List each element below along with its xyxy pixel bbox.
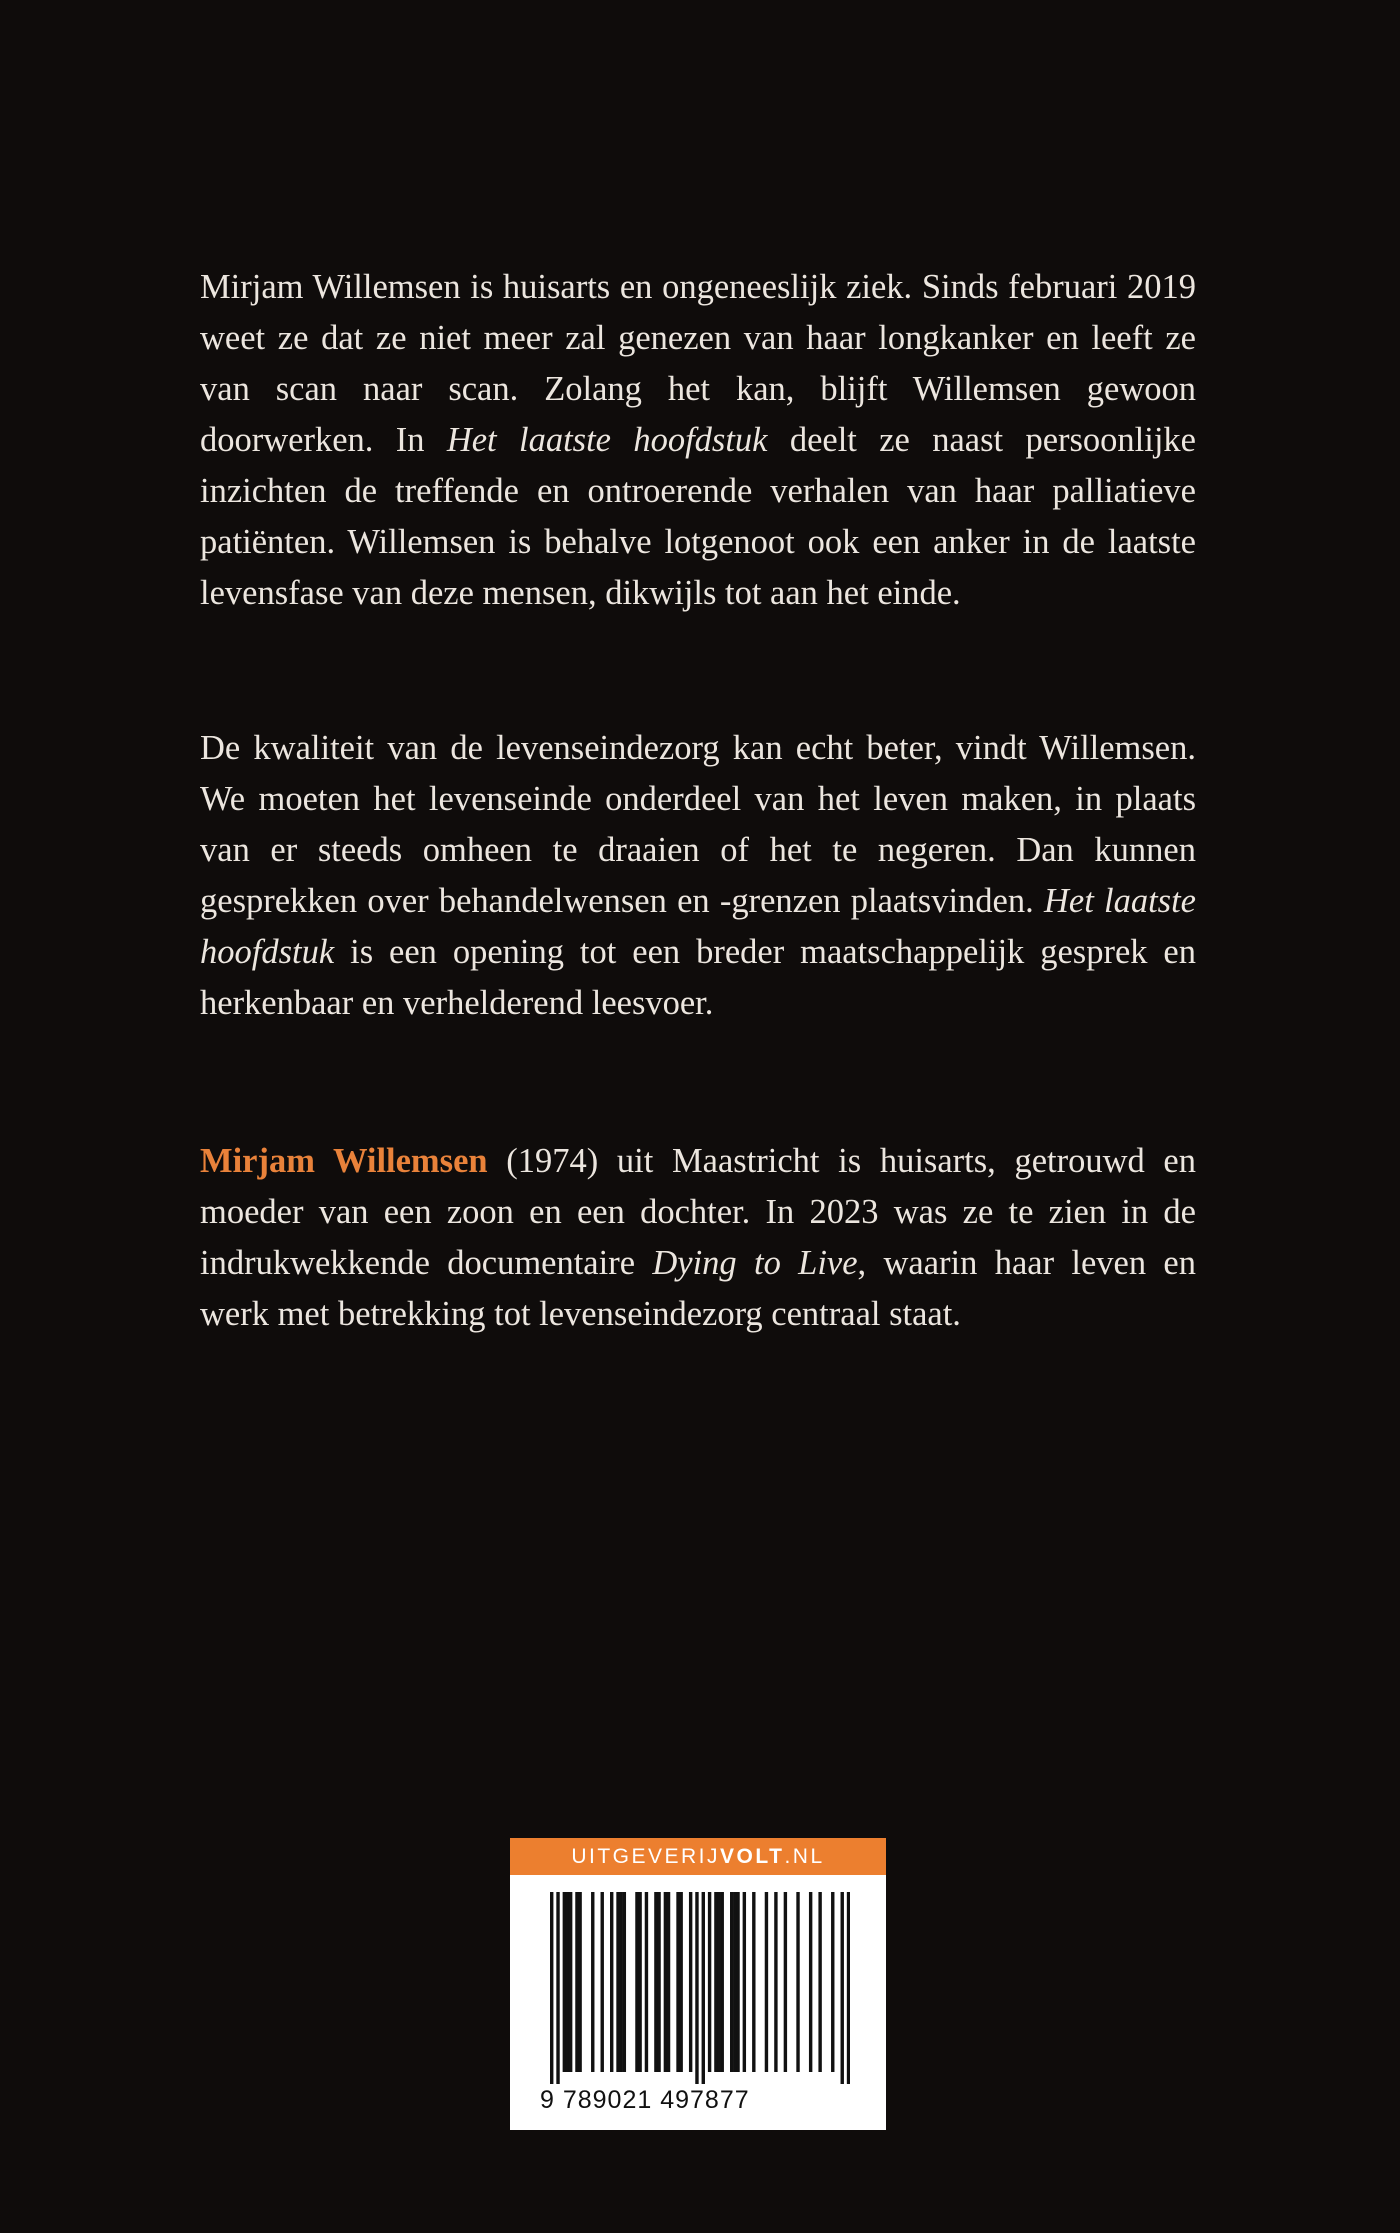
publisher-label-suffix: .NL: [784, 1845, 825, 1868]
publisher-label-prefix: UITGEVERIJ: [571, 1845, 721, 1868]
book-title-italic: Het laatste hoofdstuk: [446, 421, 768, 459]
barcode-bar: [730, 1892, 733, 2072]
barcode-bar: [601, 1892, 604, 2072]
barcode-bar: [667, 1892, 670, 2072]
barcode-bar: [635, 1892, 638, 2072]
barcode-bar: [563, 1892, 566, 2072]
author-bio-text-a: (1974) uit Maastricht is huisarts, getrouwd en moeder van een zoon en een dochter. In 2023 was ze te zien in de indrukwekkende documentaire: [200, 1142, 1196, 1282]
barcode-bar: [717, 1892, 720, 2072]
barcode-bar: [638, 1892, 641, 2072]
barcode-bar: [695, 1892, 698, 2084]
barcode-bar: [645, 1892, 648, 2072]
publisher-url-band: [510, 1838, 886, 1875]
barcode-bar: [619, 1892, 622, 2072]
barcode-bar: [831, 1892, 834, 2072]
barcode-bar: [784, 1892, 787, 2072]
barcode-bar: [796, 1892, 799, 2072]
blurb-paragraph-2: [200, 723, 1196, 1029]
barcode-bar: [714, 1892, 717, 2072]
author-name: Mirjam Willemsen: [200, 1142, 488, 1180]
barcode-bar: [556, 1892, 559, 2084]
barcode-bar: [743, 1892, 746, 2072]
barcode-bar: [847, 1892, 850, 2084]
barcode-bar: [733, 1892, 736, 2072]
barcode-bar: [721, 1892, 724, 2072]
barcode-bar: [809, 1892, 812, 2072]
barcode-bar: [752, 1892, 755, 2072]
blurb-paragraph-2-text-a: De kwaliteit van de levenseindezorg kan echt beter, vindt Willemsen. We moeten het levenseinde onderdeel van het leven maken, in plaats van er steeds omheen te draaien of het te negeren. Dan kunnen gesprekken over behandelwensen en -grenzen plaatsvinden.: [200, 729, 1196, 920]
barcode-bar: [664, 1892, 667, 2072]
barcode-bar: [575, 1892, 578, 2072]
barcode-bar: [616, 1892, 619, 2072]
barcode-bar: [566, 1892, 569, 2072]
blurb-paragraph-1: [200, 262, 1196, 619]
barcode-bar: [654, 1892, 657, 2072]
barcode-panel: [510, 1838, 886, 2130]
author-bio: [200, 1136, 1196, 1340]
barcode-graphic: [550, 1892, 850, 2084]
blurb-paragraph-1-text-a: Mirjam Willemsen is huisarts en ongeneeslijk ziek. Sinds februari 2019 weet ze dat ze niet meer zal genezen van haar longkanker en leeft ze van scan naar scan. Zolang het kan, blijft Willemsen gewoon doorwerken. In: [200, 268, 1196, 459]
barcode-bar: [657, 1892, 660, 2072]
barcode-bar: [676, 1892, 679, 2072]
blurb-paragraph-1-text-b: deelt ze naast persoonlijke inzichten de treffende en ontroerende verhalen van haar palliatieve patiënten. Willemsen is behalve lotgenoot ook een anker in de laatste levensfase van deze mensen, dikwijls tot aan het einde.: [200, 421, 1196, 612]
barcode-bar: [818, 1892, 821, 2072]
barcode-bar: [550, 1892, 553, 2084]
isbn-digits: 9 789021 497877: [540, 2086, 750, 2114]
barcode-bar: [623, 1892, 626, 2072]
barcode-bar: [610, 1892, 613, 2072]
author-bio-text-b: , waarin haar leven en werk met betrekking tot levenseindezorg centraal staat.: [200, 1244, 1196, 1333]
barcode-bar: [736, 1892, 739, 2072]
barcode-bar: [774, 1892, 777, 2072]
barcode-bar: [591, 1892, 594, 2072]
blurb-paragraph-2-text-b: is een opening tot een breder maatschappelijk gesprek en herkenbaar en verhelderend leesvoer.: [200, 933, 1196, 1022]
documentary-title: Dying to Live: [652, 1244, 858, 1282]
barcode-bar: [679, 1892, 682, 2072]
barcode-bar: [578, 1892, 581, 2072]
barcode-bar: [689, 1892, 692, 2072]
barcode-bar: [841, 1892, 844, 2084]
barcode-bar: [765, 1892, 768, 2072]
barcode-bar: [702, 1892, 705, 2084]
barcode-bar: [708, 1892, 711, 2072]
publisher-label-brand: VOLT: [720, 1845, 785, 1868]
book-title-italic: Het laatste hoofdstuk: [200, 882, 1196, 971]
barcode-bar: [569, 1892, 572, 2072]
